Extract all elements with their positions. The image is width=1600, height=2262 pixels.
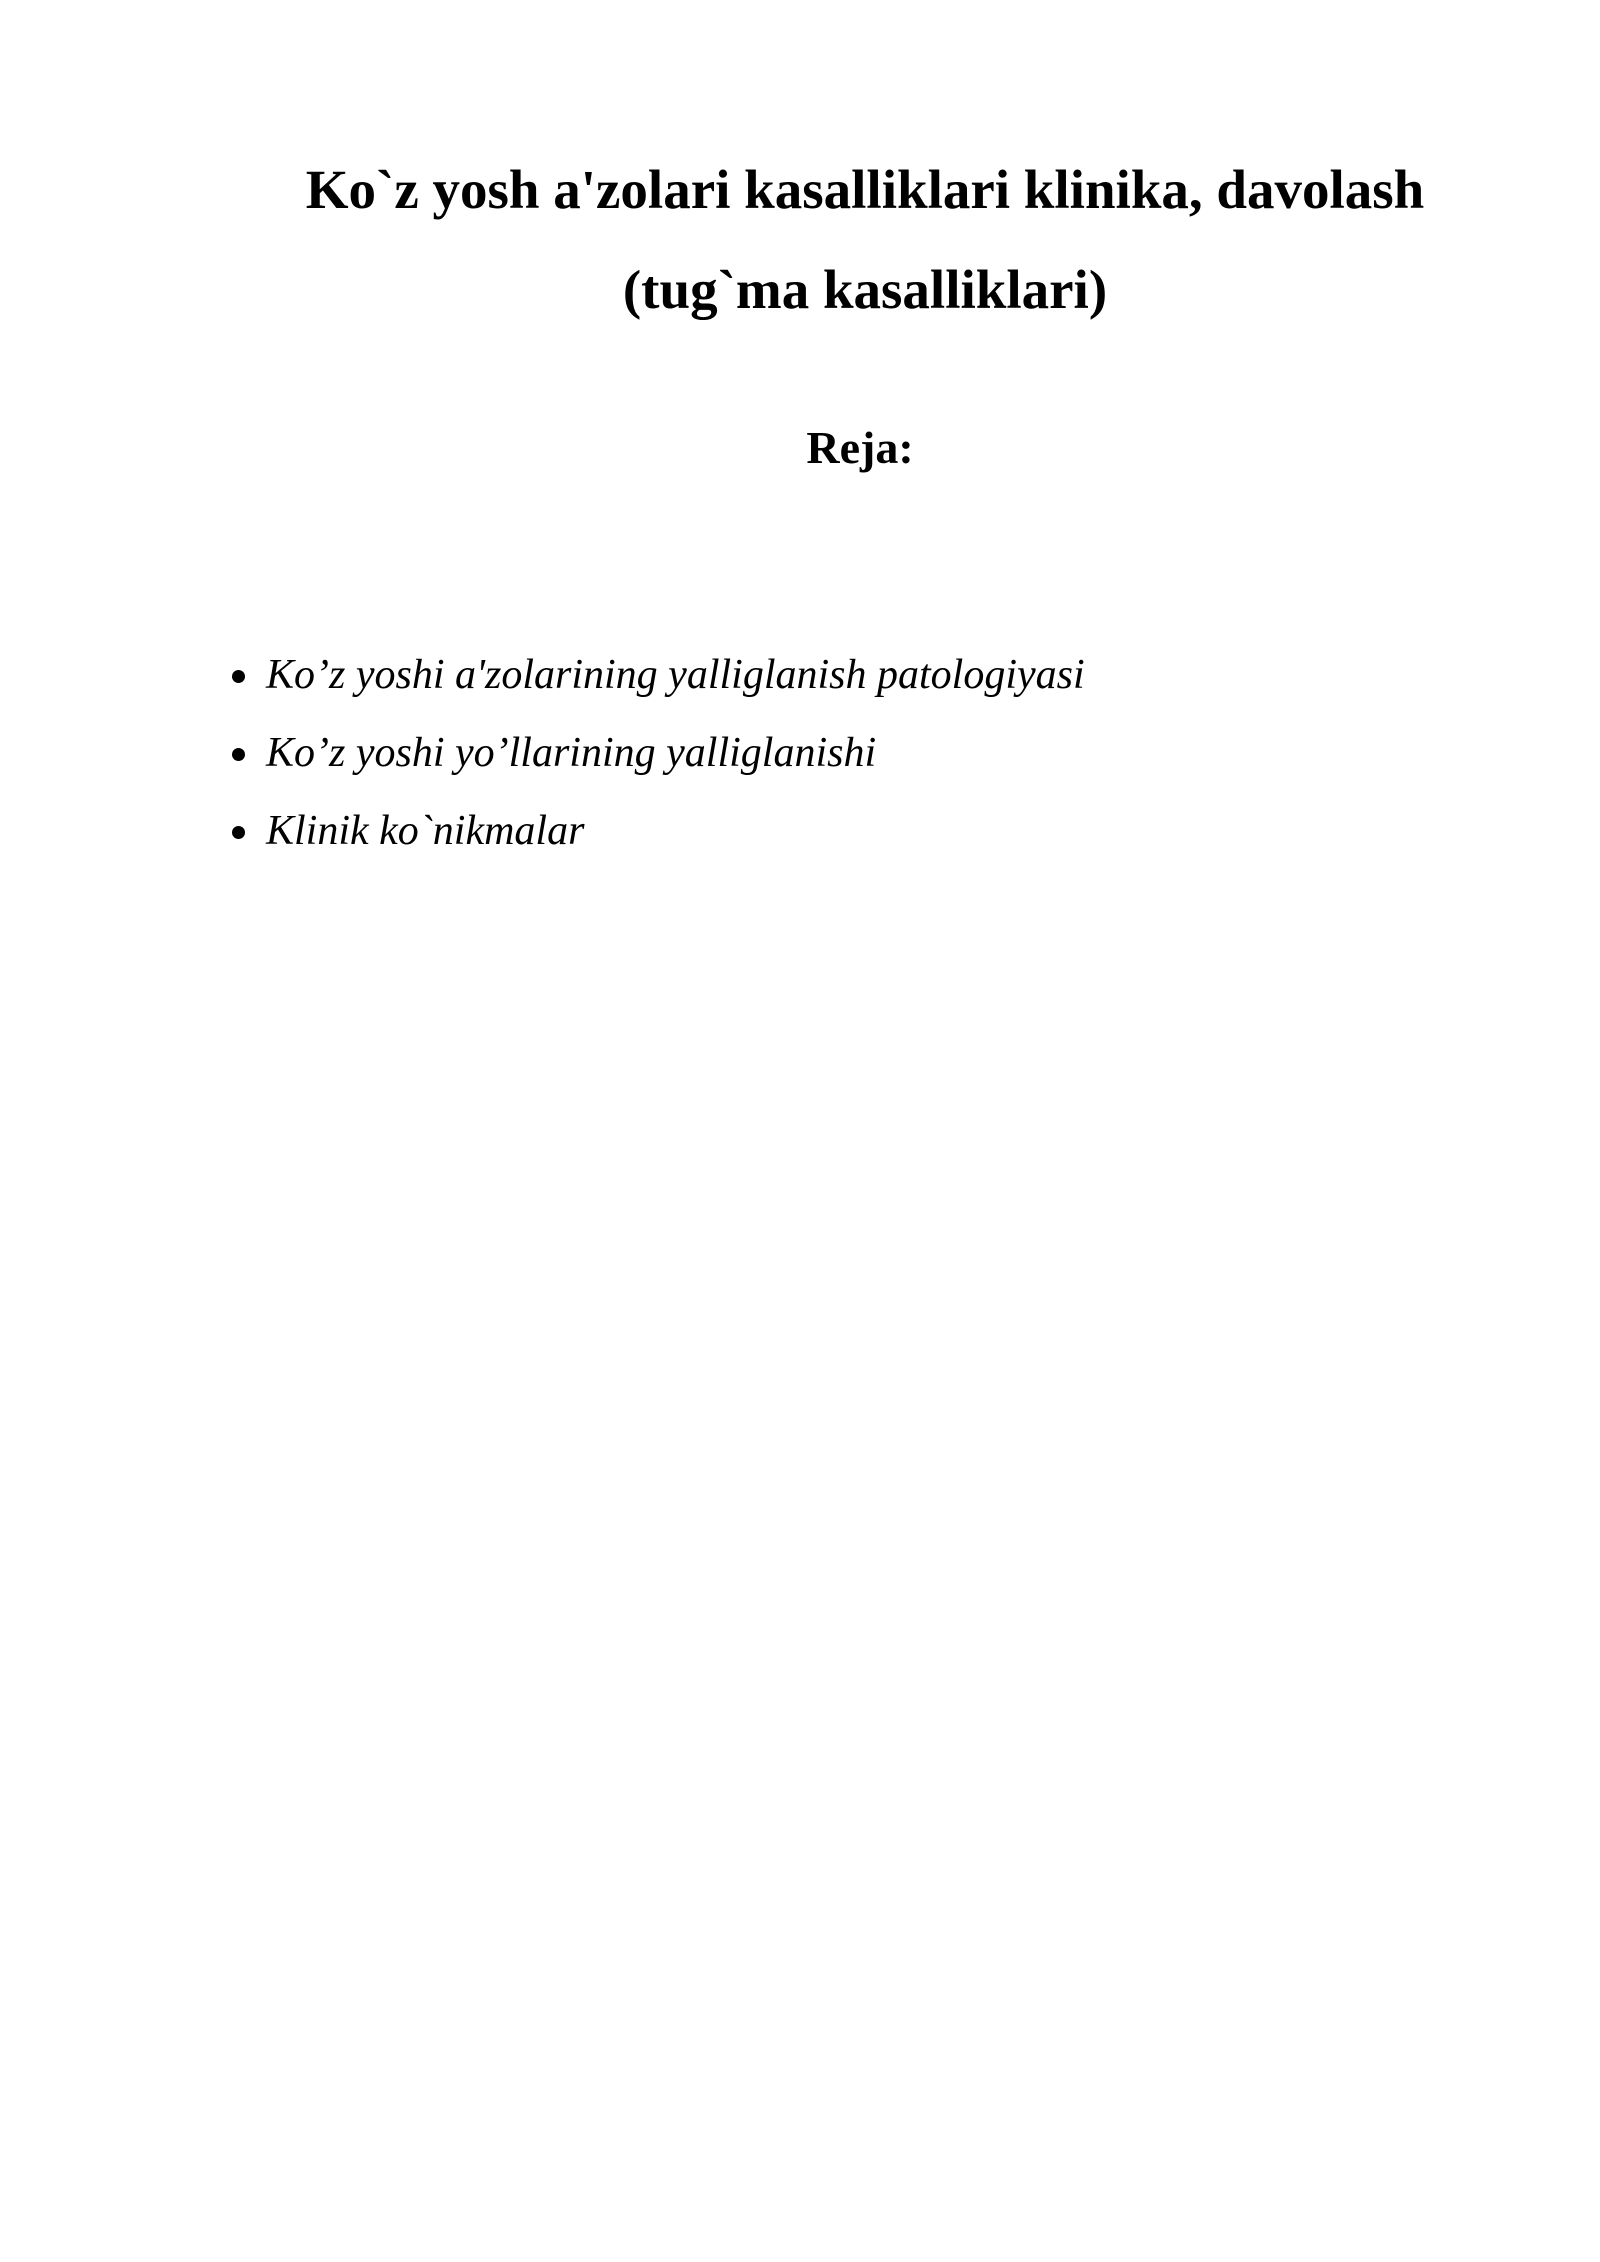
plan-heading: Reja:	[806, 422, 914, 473]
list-item-text: Klinik ko`nikmalar	[266, 808, 585, 854]
plan-list	[232, 636, 1432, 870]
bullet-icon	[232, 670, 245, 683]
list-item-text: Ko’z yoshi yo’llarining yalliglanishi	[266, 730, 877, 776]
page-title	[200, 140, 1530, 340]
page-title-line-2: (tug`ma kasalliklari)	[622, 259, 1108, 320]
page-title-line-1: Ko`z yosh a'zolari kasalliklari klinika, davolash	[305, 159, 1425, 220]
list-item	[232, 714, 1432, 792]
list-item	[232, 636, 1432, 714]
bullet-icon	[232, 826, 245, 839]
bullet-icon	[232, 748, 245, 761]
list-item	[232, 792, 1432, 870]
list-item-text: Ko’z yoshi a'zolarining yalliglanish patologiyasi	[266, 652, 1085, 698]
